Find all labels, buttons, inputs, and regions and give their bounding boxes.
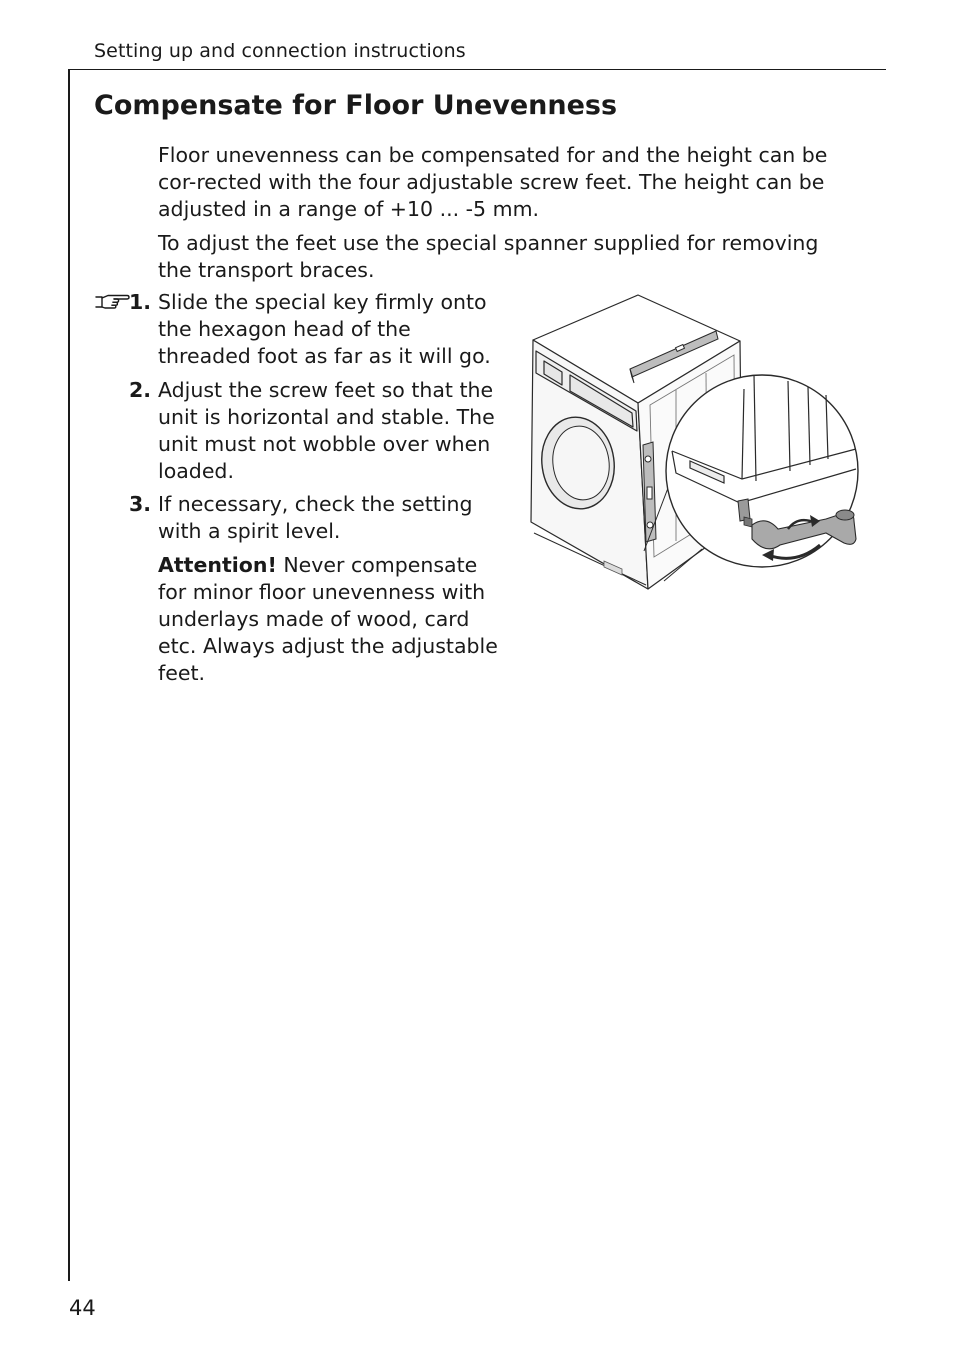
step-text-3: If necessary, check the setting with a spirit level.	[158, 492, 473, 543]
step-number-2: 2.	[128, 378, 151, 402]
margin-rule	[68, 69, 70, 1281]
header-rule	[68, 69, 886, 70]
intro-paragraph-1: Floor unevenness can be compensated for and the height can be cor-rected with the four adjustable screw feet. The height can be adjusted in a range of +10 ... -5 mm.	[158, 143, 828, 221]
page-title: Compensate for Floor Unevenness	[94, 90, 618, 121]
running-header: Setting up and connection instructions	[94, 40, 466, 62]
page-number: 44	[69, 1296, 96, 1320]
step-number-3: 3.	[128, 492, 151, 516]
step-text-1: Slide the special key firmly onto the hexagon head of the threaded foot as far as it will go.	[158, 290, 491, 368]
attention-note	[158, 552, 498, 687]
washing-machine-illustration	[526, 293, 862, 591]
intro-paragraph-2: To adjust the feet use the special spanner supplied for removing the transport braces.	[158, 231, 819, 282]
step-text-2: Adjust the screw feet so that the unit is horizontal and stable. The unit must not wobble over when loaded.	[158, 378, 495, 483]
attention-label: Attention!	[158, 553, 277, 577]
attention-text: Never compensate for minor floor unevenness with underlays made of wood, card etc. Always adjust the adjustable feet.	[158, 553, 498, 685]
step-number-1: 1.	[128, 290, 151, 314]
